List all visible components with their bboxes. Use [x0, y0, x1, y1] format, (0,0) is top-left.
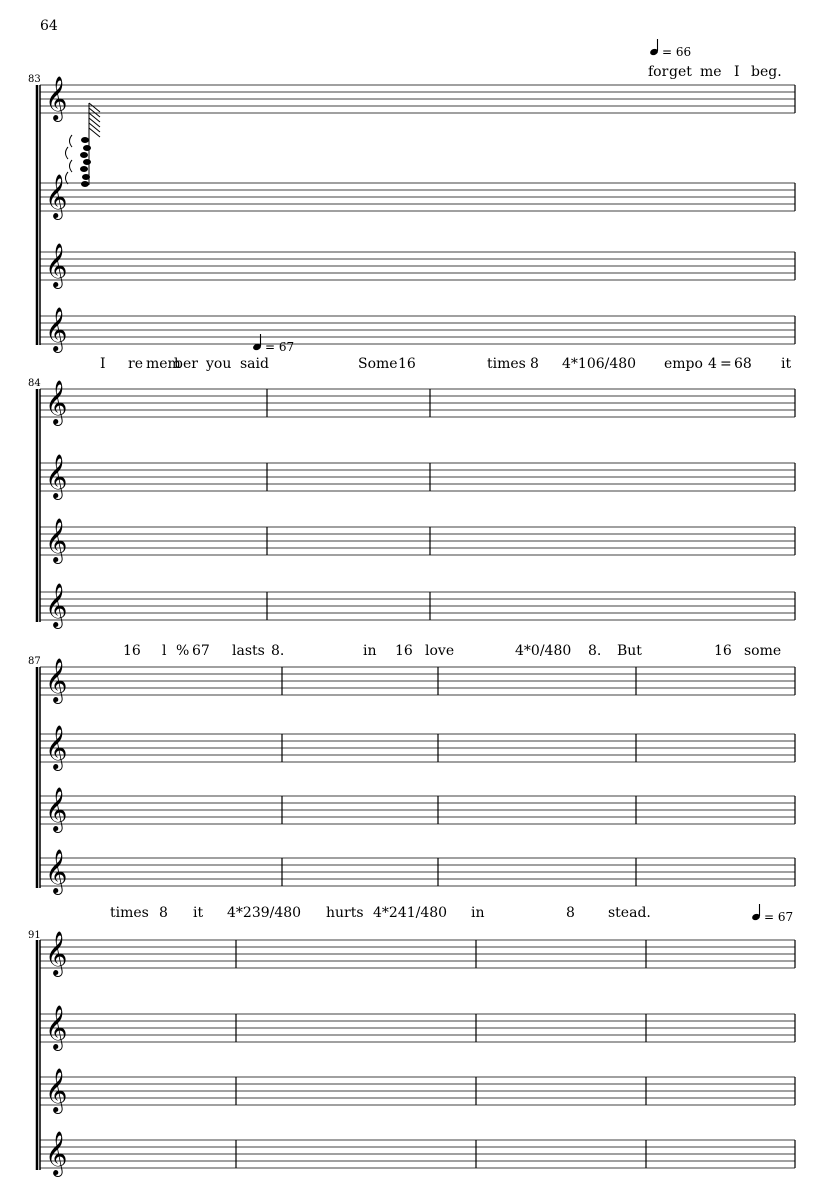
- tempo-text: = 67: [764, 910, 794, 924]
- measure-number: 87: [28, 656, 41, 667]
- treble-clef-icon: 𝄞: [45, 849, 68, 893]
- staff-2: [40, 1014, 795, 1042]
- treble-clef-icon: 𝄞: [45, 454, 68, 498]
- tempo-text: = 66: [662, 45, 692, 59]
- staff-3: [40, 1077, 795, 1105]
- staff-4: [40, 858, 795, 886]
- treble-clef-icon: 𝄞: [45, 380, 68, 424]
- lyric-syllable: you: [206, 356, 232, 372]
- lyric-syllable: I: [734, 64, 740, 80]
- lyric-syllable: times: [110, 905, 149, 921]
- system-1: [28, 39, 795, 353]
- lyric-syllable: empo: [664, 356, 703, 372]
- lyric-syllable: 4*106/480: [562, 356, 637, 372]
- measure-number: 84: [28, 378, 41, 389]
- lyric-syllable: lasts: [232, 643, 265, 659]
- lyric-syllable: get: [669, 64, 692, 80]
- staff-1: [40, 389, 795, 417]
- staff-4: [40, 316, 795, 344]
- tempo-text: = 67: [265, 340, 295, 354]
- lyric-syllable: ber: [174, 356, 198, 372]
- staff-2: [40, 734, 795, 762]
- staff-3: [40, 527, 795, 555]
- lyric-syllable: said: [240, 356, 269, 372]
- treble-clef-icon: 𝄞: [45, 787, 68, 831]
- lyrics-line: [123, 643, 781, 659]
- lyrics-line: [110, 905, 651, 921]
- staff-3: [40, 252, 795, 280]
- system-2: [28, 334, 795, 629]
- lyric-syllable: beg.: [751, 64, 782, 80]
- lyrics-line: [648, 64, 782, 80]
- chord-cluster: [66, 103, 101, 187]
- lyric-syllable: in: [363, 643, 377, 659]
- staff-1: [40, 940, 795, 968]
- lyric-syllable: in: [471, 905, 485, 921]
- lyric-syllable: love: [425, 643, 455, 659]
- lyric-syllable: 16: [395, 643, 413, 659]
- lyric-syllable: But: [617, 643, 642, 659]
- staff-2: [40, 463, 795, 491]
- lyric-syllable: it: [781, 356, 792, 372]
- measure-number: 83: [28, 74, 41, 85]
- lyric-syllable: 8.: [588, 643, 602, 659]
- lyric-syllable: hurts: [326, 905, 364, 921]
- lyric-syllable: 8: [530, 356, 539, 372]
- treble-clef-icon: 𝄞: [45, 174, 68, 218]
- treble-clef-icon: 𝄞: [45, 725, 68, 769]
- treble-clef-icon: 𝄞: [45, 307, 68, 351]
- measure-number: 91: [28, 930, 41, 941]
- staff-2: [40, 183, 795, 211]
- treble-clef-icon: 𝄞: [45, 1068, 68, 1112]
- staff-3: [40, 796, 795, 824]
- lyric-syllable: 68: [734, 356, 752, 372]
- treble-clef-icon: 𝄞: [45, 1005, 68, 1049]
- staff-1: [40, 85, 795, 113]
- system-3: [28, 643, 795, 895]
- treble-clef-icon: 𝄞: [45, 243, 68, 287]
- lyric-syllable: 4*241/480: [373, 905, 448, 921]
- lyric-syllable: mem: [146, 356, 181, 372]
- system-4: [28, 904, 795, 1177]
- lyric-syllable: me: [700, 64, 722, 80]
- treble-clef-icon: 𝄞: [45, 1131, 68, 1175]
- lyric-syllable: 4: [708, 356, 717, 372]
- lyric-syllable: Some: [358, 356, 398, 372]
- lyric-syllable: =: [720, 356, 732, 372]
- lyric-syllable: 8.: [271, 643, 285, 659]
- lyric-syllable: 67: [192, 643, 210, 659]
- lyric-syllable: 16: [714, 643, 732, 659]
- treble-clef-icon: 𝄞: [45, 518, 68, 562]
- lyric-syllable: 4*239/480: [227, 905, 302, 921]
- treble-clef-icon: 𝄞: [45, 76, 68, 120]
- staff-4: [40, 1140, 795, 1168]
- lyrics-line: [100, 356, 791, 372]
- lyric-syllable: 16: [398, 356, 416, 372]
- lyric-syllable: it: [193, 905, 204, 921]
- treble-clef-icon: 𝄞: [45, 583, 68, 627]
- lyric-syllable: l: [162, 643, 167, 659]
- lyric-syllable: %: [176, 643, 190, 659]
- lyric-syllable: times: [487, 356, 526, 372]
- lyric-syllable: 8: [159, 905, 168, 921]
- treble-clef-icon: 𝄞: [45, 658, 68, 702]
- staff-1: [40, 667, 795, 695]
- lyric-syllable: stead.: [608, 905, 651, 921]
- tempo-marking: [649, 39, 691, 59]
- treble-clef-icon: 𝄞: [45, 931, 68, 975]
- staff-4: [40, 592, 795, 620]
- lyric-syllable: 4*0/480: [515, 643, 572, 659]
- lyric-syllable: 16: [123, 643, 141, 659]
- lyric-syllable: for: [648, 64, 669, 80]
- lyric-syllable: 8: [566, 905, 575, 921]
- lyric-syllable: I: [100, 356, 106, 372]
- tempo-marking: [751, 904, 793, 924]
- page-number: 64: [40, 18, 58, 34]
- lyric-syllable: some: [744, 643, 782, 659]
- lyric-syllable: re: [128, 356, 143, 372]
